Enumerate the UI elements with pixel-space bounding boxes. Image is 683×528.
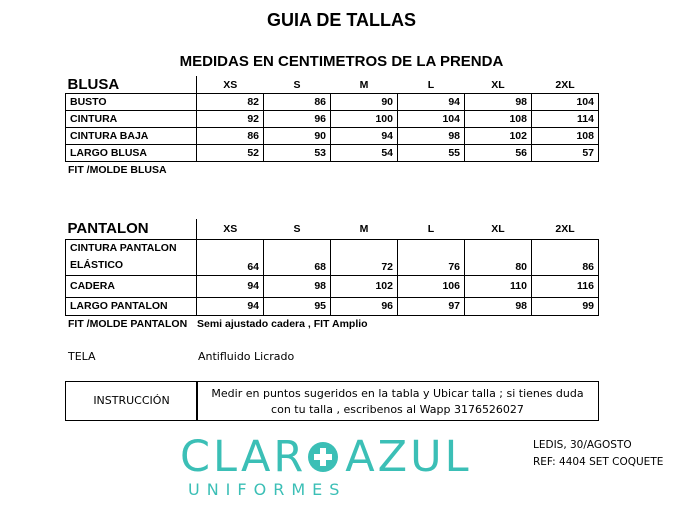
table-row — [66, 128, 599, 145]
table-cell: 68 — [264, 239, 331, 275]
table-cell: 108 — [465, 111, 532, 128]
logo-text — [180, 432, 472, 482]
size-header: 2XL — [532, 219, 599, 239]
table-cell: 108 — [532, 128, 599, 145]
table-cell: 100 — [331, 111, 398, 128]
table-cell: 110 — [465, 275, 532, 297]
page-subtitle: MEDIDAS EN CENTIMETROS DE LA PRENDA — [179, 53, 504, 70]
instruccion-label: INSTRUCCIÓN — [93, 394, 170, 407]
table-cell: 94 — [197, 297, 264, 315]
table-cell: 106 — [398, 275, 465, 297]
table-cell: 98 — [264, 275, 331, 297]
logo-plus-icon — [307, 434, 339, 466]
size-header: M — [331, 219, 398, 239]
size-header: L — [398, 76, 465, 94]
size-header: XS — [197, 76, 264, 94]
pantalon-fit-value: Semi ajustado cadera , FIT Amplio — [197, 318, 368, 330]
table-row — [66, 297, 599, 315]
size-header: M — [331, 76, 398, 94]
row-label — [66, 239, 197, 275]
table-cell: 56 — [465, 145, 532, 162]
instruccion-label-box — [65, 381, 198, 421]
blusa-section-label: BLUSA — [66, 76, 197, 94]
row-label: LARGO BLUSA — [66, 145, 197, 162]
table-cell: 64 — [197, 239, 264, 275]
instruccion-line1: Medir en puntos sugeridos en la tabla y Ubicar talla ; si tienes duda — [211, 387, 584, 400]
blusa-fit-note: FIT /MOLDE BLUSA — [68, 164, 167, 176]
row-label: BUSTO — [66, 94, 197, 111]
ref-line1: LEDIS, 30/AGOSTO — [533, 439, 632, 451]
table-cell: 80 — [465, 239, 532, 275]
row-label: CADERA — [66, 275, 197, 297]
table-row — [66, 275, 599, 297]
size-header: XL — [465, 76, 532, 94]
table-cell: 52 — [197, 145, 264, 162]
table-cell: 104 — [398, 111, 465, 128]
table-cell: 116 — [532, 275, 599, 297]
table-cell: 102 — [465, 128, 532, 145]
table-cell: 82 — [197, 94, 264, 111]
table-row — [66, 111, 599, 128]
table-row — [66, 94, 599, 111]
logo-text-part2: AZUL — [345, 432, 472, 482]
table-cell: 54 — [331, 145, 398, 162]
ref-block — [533, 437, 663, 471]
table-cell: 86 — [532, 239, 599, 275]
table-cell: 95 — [264, 297, 331, 315]
row-label: CINTURA BAJA — [66, 128, 197, 145]
size-header: XL — [465, 219, 532, 239]
row-label: CINTURA — [66, 111, 197, 128]
table-cell: 92 — [197, 111, 264, 128]
table-cell: 96 — [264, 111, 331, 128]
size-header: 2XL — [532, 76, 599, 94]
table-cell: 57 — [532, 145, 599, 162]
table-cell: 86 — [197, 128, 264, 145]
table-cell: 53 — [264, 145, 331, 162]
size-header: XS — [197, 219, 264, 239]
size-header: S — [264, 219, 331, 239]
table-cell: 90 — [331, 94, 398, 111]
table-cell: 98 — [465, 297, 532, 315]
size-header: S — [264, 76, 331, 94]
row-label: LARGO PANTALON — [66, 297, 197, 315]
table-cell: 102 — [331, 275, 398, 297]
page-title: GUIA DE TALLAS — [267, 10, 416, 30]
table-cell: 94 — [398, 94, 465, 111]
tela-label: TELA — [68, 350, 96, 363]
table-cell: 104 — [532, 94, 599, 111]
pantalon-fit-label: FIT /MOLDE PANTALON — [68, 318, 188, 330]
table-cell: 98 — [398, 128, 465, 145]
logo-text-part1: CLAR — [180, 432, 307, 482]
table-cell: 114 — [532, 111, 599, 128]
instruccion-line2: con tu talla , escribenos al Wapp 3176526027 — [271, 403, 524, 416]
table-cell: 55 — [398, 145, 465, 162]
pantalon-table — [65, 219, 599, 316]
brand-logo — [180, 432, 480, 502]
row-label-line1: CINTURA PANTALON — [70, 242, 177, 254]
table-row — [66, 239, 599, 275]
blusa-table — [65, 76, 599, 162]
table-cell: 94 — [197, 275, 264, 297]
pantalon-section-label: PANTALON — [66, 219, 197, 239]
table-cell: 96 — [331, 297, 398, 315]
tela-value: Antifluido Licrado — [198, 350, 295, 363]
table-cell: 97 — [398, 297, 465, 315]
table-cell: 98 — [465, 94, 532, 111]
instruccion-text-box — [196, 381, 599, 421]
table-cell: 86 — [264, 94, 331, 111]
logo-subtext: UNIFORMES — [188, 480, 347, 499]
row-label-line2: ELÁSTICO — [70, 259, 124, 271]
table-row — [66, 145, 599, 162]
table-cell: 99 — [532, 297, 599, 315]
size-header: L — [398, 219, 465, 239]
table-cell: 90 — [264, 128, 331, 145]
table-cell: 94 — [331, 128, 398, 145]
table-cell: 76 — [398, 239, 465, 275]
table-cell: 72 — [331, 239, 398, 275]
ref-line2: REF: 4404 SET COQUETE — [533, 456, 664, 468]
